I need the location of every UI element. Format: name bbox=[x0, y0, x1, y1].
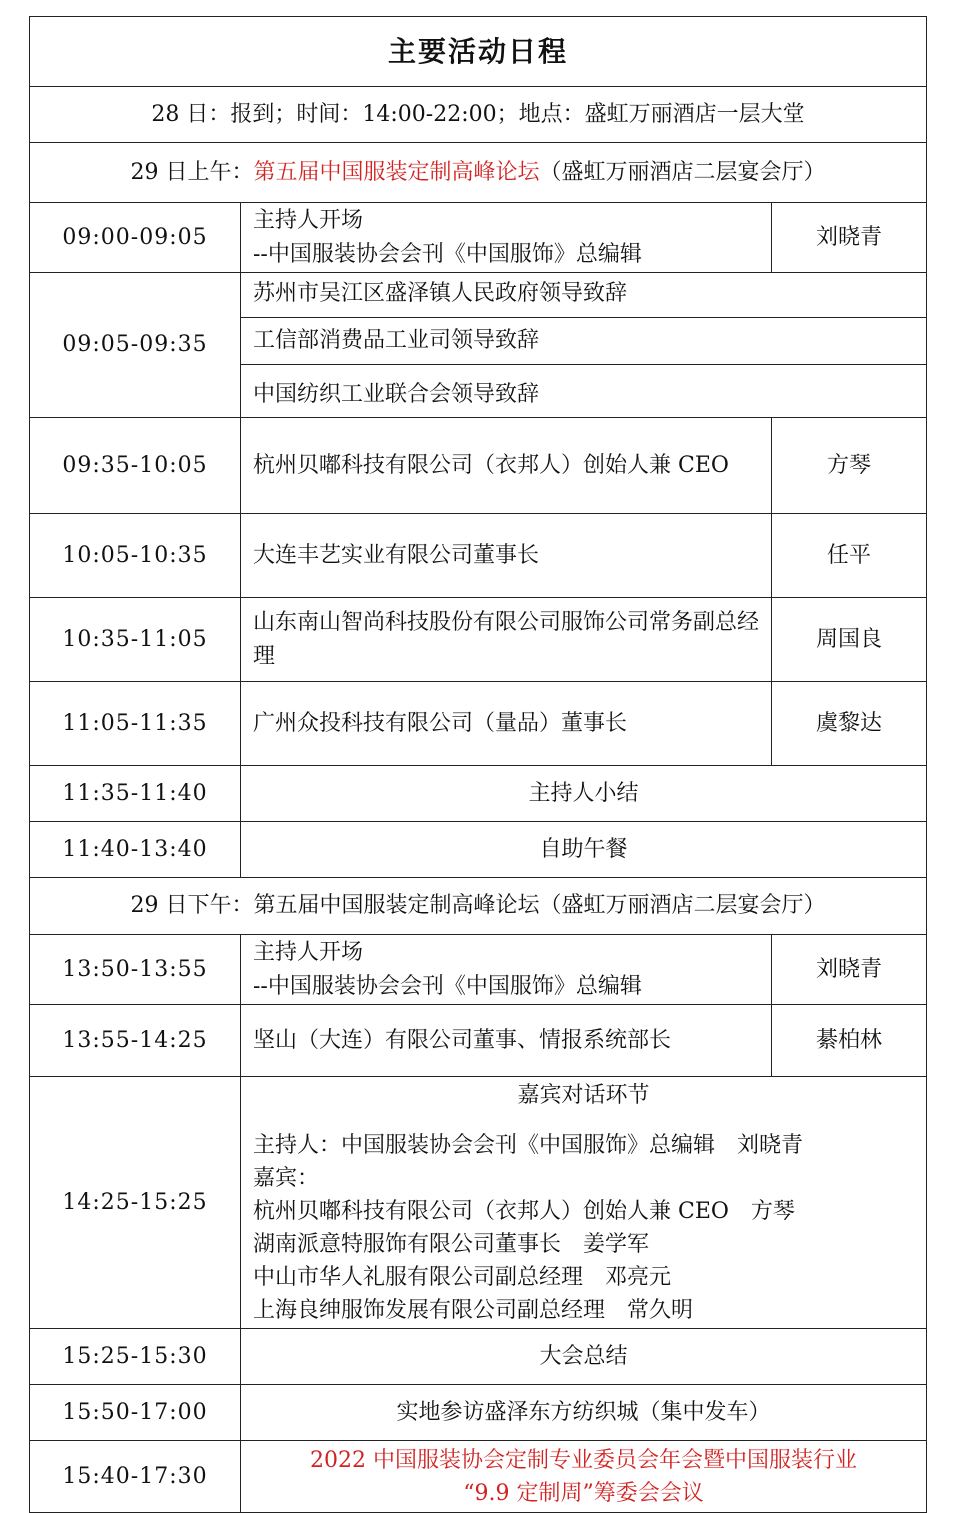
desc-cell: 广州众投科技有限公司（量品）董事长 bbox=[241, 682, 772, 766]
activity-cell: 大会总结 bbox=[241, 1329, 927, 1385]
time-cell: 10:35-11:05 bbox=[30, 598, 241, 682]
checkin-row bbox=[30, 87, 927, 143]
activity-cell: 主持人小结 bbox=[241, 766, 927, 822]
table-row bbox=[30, 598, 927, 682]
table-row bbox=[30, 935, 927, 1005]
time-cell: 13:50-13:55 bbox=[30, 935, 241, 1005]
time-cell: 09:00-09:05 bbox=[30, 203, 241, 273]
time-cell: 14:25-15:25 bbox=[30, 1077, 241, 1329]
activity-cell: 实地参访盛泽东方纺织城（集中发车） bbox=[241, 1385, 927, 1441]
activity-cell: 自助午餐 bbox=[241, 822, 927, 878]
afternoon-header-row bbox=[30, 878, 927, 935]
desc-line: 主持人开场 bbox=[253, 207, 364, 233]
meeting-line: 2022 中国服装协会定制专业委员会年会暨中国服装行业 bbox=[310, 1447, 857, 1473]
dialogue-guests-label: 嘉宾： bbox=[253, 1166, 320, 1191]
speech-list bbox=[241, 273, 927, 418]
time-cell: 11:05-11:35 bbox=[30, 682, 241, 766]
dialogue-row bbox=[30, 1077, 927, 1329]
speech-item: 中国纺织工业联合会领导致辞 bbox=[253, 382, 540, 407]
guest-item: 中山市华人礼服有限公司副总经理 邓亮元 bbox=[253, 1265, 672, 1290]
speaker-cell: 綦柏林 bbox=[772, 1005, 927, 1077]
guest-item: 湖南派意特服饰有限公司董事长 姜学军 bbox=[253, 1232, 650, 1257]
dialogue-host: 主持人：中国服装协会会刊《中国服饰》总编辑 刘晓青 bbox=[253, 1133, 804, 1158]
speaker-cell: 刘晓青 bbox=[772, 935, 927, 1005]
table-row bbox=[30, 682, 927, 766]
table-row bbox=[30, 203, 927, 273]
meeting-row bbox=[30, 1441, 927, 1513]
speaker-cell: 虞黎达 bbox=[772, 682, 927, 766]
desc-line: --中国服装协会会刊《中国服饰》总编辑 bbox=[253, 973, 642, 999]
time-cell: 10:05-10:35 bbox=[30, 514, 241, 598]
speaker-cell: 方琴 bbox=[772, 418, 927, 514]
speaker-cell: 任平 bbox=[772, 514, 927, 598]
desc-line: --中国服装协会会刊《中国服饰》总编辑 bbox=[253, 241, 642, 267]
time-cell: 13:55-14:25 bbox=[30, 1005, 241, 1077]
speech-item: 工信部消费品工业司领导致辞 bbox=[241, 318, 926, 365]
schedule-table bbox=[29, 16, 927, 1513]
morning-header-event: 第五届中国服装定制高峰论坛 bbox=[253, 159, 540, 185]
desc-line: 主持人开场 bbox=[253, 939, 364, 965]
schedule-sheet bbox=[29, 16, 926, 1513]
table-row bbox=[30, 1385, 927, 1441]
table-row bbox=[30, 822, 927, 878]
morning-header-prefix: 29 日上午： bbox=[130, 159, 254, 185]
desc-cell: 杭州贝嘟科技有限公司（衣邦人）创始人兼 CEO bbox=[241, 418, 772, 514]
time-cell: 15:25-15:30 bbox=[30, 1329, 241, 1385]
morning-header bbox=[30, 143, 927, 203]
time-cell: 11:40-13:40 bbox=[30, 822, 241, 878]
morning-header-suffix: （盛虹万丽酒店二层宴会厅） bbox=[539, 159, 826, 185]
desc-cell: 坚山（大连）有限公司董事、情报系统部长 bbox=[241, 1005, 772, 1077]
table-row bbox=[30, 273, 927, 418]
title-row bbox=[30, 17, 927, 87]
table-row bbox=[30, 1329, 927, 1385]
desc-cell: 山东南山智尚科技股份有限公司服饰公司常务副总经理 bbox=[241, 598, 772, 682]
time-cell: 11:35-11:40 bbox=[30, 766, 241, 822]
page-title: 主要活动日程 bbox=[30, 17, 927, 87]
speaker-cell: 周国良 bbox=[772, 598, 927, 682]
speaker-cell: 刘晓青 bbox=[772, 203, 927, 273]
guest-item: 上海良绅服饰发展有限公司副总经理 常久明 bbox=[253, 1298, 694, 1323]
afternoon-header: 29 日下午：第五届中国服装定制高峰论坛（盛虹万丽酒店二层宴会厅） bbox=[30, 878, 927, 935]
morning-header-row bbox=[30, 143, 927, 203]
meeting-line: “9.9 定制周”筹委会会议 bbox=[463, 1480, 704, 1506]
time-cell: 15:50-17:00 bbox=[30, 1385, 241, 1441]
guest-item: 杭州贝嘟科技有限公司（衣邦人）创始人兼 CEO 方琴 bbox=[253, 1199, 795, 1224]
table-row bbox=[30, 418, 927, 514]
desc-cell: 大连丰艺实业有限公司董事长 bbox=[241, 514, 772, 598]
time-cell: 15:40-17:30 bbox=[30, 1441, 241, 1513]
table-row bbox=[30, 766, 927, 822]
dialogue-heading: 嘉宾对话环节 bbox=[517, 1083, 650, 1108]
time-cell: 09:05-09:35 bbox=[30, 273, 241, 418]
desc-cell bbox=[241, 203, 772, 273]
time-cell: 09:35-10:05 bbox=[30, 418, 241, 514]
speech-item: 苏州市吴江区盛泽镇人民政府领导致辞 bbox=[241, 273, 926, 318]
meeting-cell bbox=[241, 1441, 927, 1513]
dialogue-cell bbox=[241, 1077, 927, 1329]
table-row bbox=[30, 1005, 927, 1077]
desc-cell bbox=[241, 935, 772, 1005]
table-row bbox=[30, 514, 927, 598]
checkin-info: 28 日：报到；时间：14:00-22:00；地点：盛虹万丽酒店一层大堂 bbox=[30, 87, 927, 143]
